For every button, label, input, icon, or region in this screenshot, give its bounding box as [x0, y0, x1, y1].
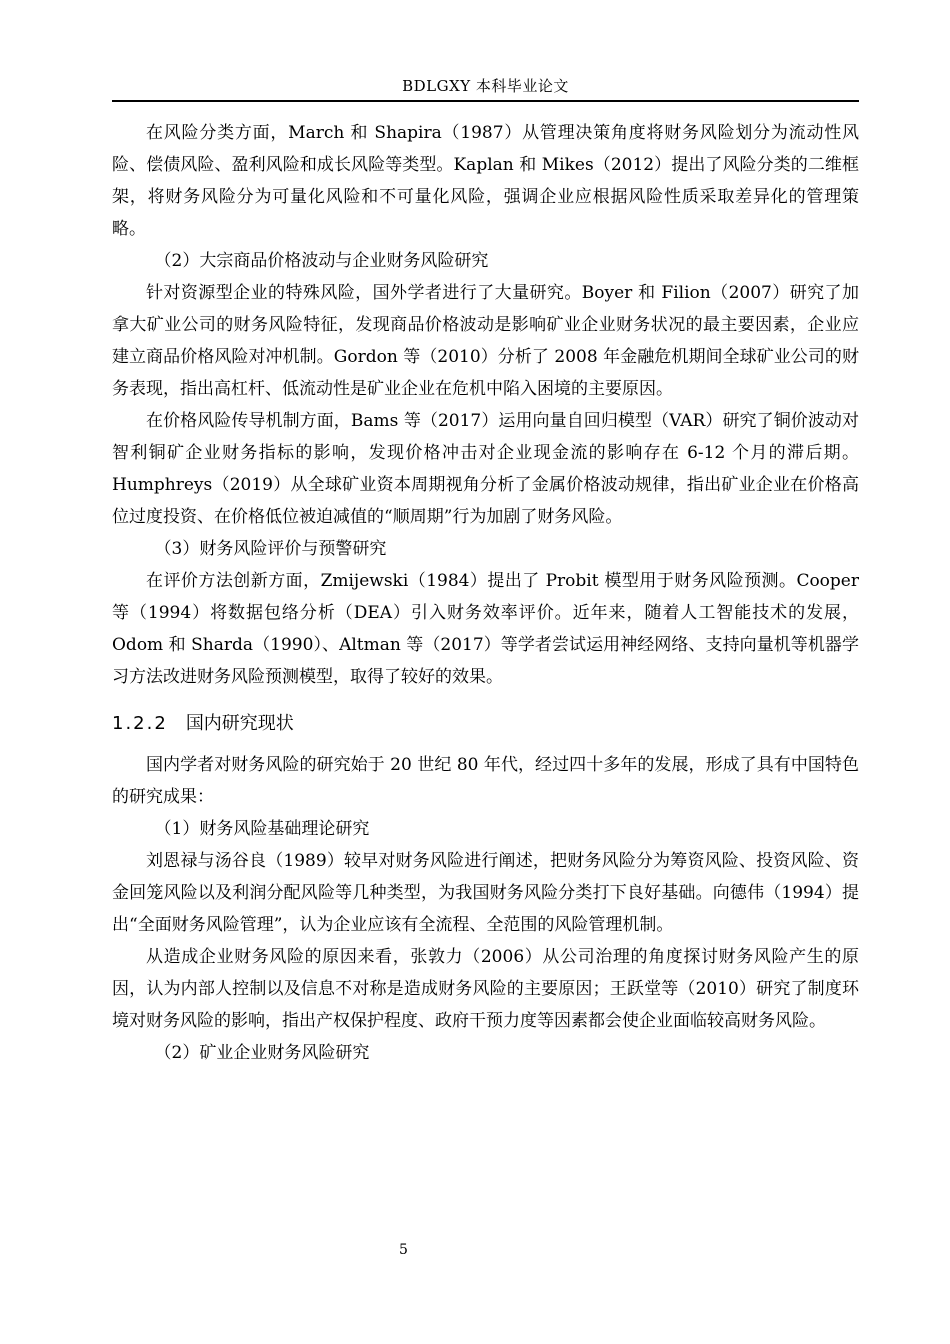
- section-heading: [112, 709, 859, 739]
- running-header: BDLGXY 本科毕业论文: [402, 77, 569, 95]
- paragraph: 从造成企业财务风险的原因来看，张敦力（2006）从公司治理的角度探讨财务风险产生的原因，认为内部人控制以及信息不对称是造成财务风险的主要原因；王跃堂等（2010）研究了制度环境对财务风险的影响，指出产权保护程度、政府干预力度等因素都会使企业面临较高财务风险。: [112, 947, 859, 1031]
- paragraph: 针对资源型企业的特殊风险，国外学者进行了大量研究。Boyer 和 Filion（2007）研究了加拿大矿业公司的财务风险特征，发现商品价格波动是影响矿业企业财务状况的最主要因素，企业应建立商品价格风险对冲机制。Gordon 等（2010）分析了 2008 年金融危机期间全球矿业公司的财务表现，指出高杠杆、低流动性是矿业企业在危机中陷入困境的主要原因。: [112, 283, 859, 399]
- section-title: 国内研究现状: [185, 713, 294, 734]
- paragraph: 在评价方法创新方面，Zmijewski（1984）提出了 Probit 模型用于财务风险预测。Cooper 等（1994）将数据包络分析（DEA）引入财务效率评价。近年来，随着人工智能技术的发展，Odom 和 Sharda（1990）、Altman 等（2017）等学者尝试运用神经网络、支持向量机等机器学习方法改进财务风险预测模型，取得了较好的效果。: [112, 571, 859, 687]
- header-rule: [112, 100, 859, 102]
- paragraph: 国内学者对财务风险的研究始于 20 世纪 80 年代，经过四十多年的发展，形成了具有中国特色的研究成果：: [112, 755, 859, 807]
- section-number: 1.2.2: [112, 713, 168, 734]
- subheading: （1）财务风险基础理论研究: [154, 819, 370, 839]
- subheading: （2）矿业企业财务风险研究: [154, 1043, 370, 1063]
- subheading: （2）大宗商品价格波动与企业财务风险研究: [154, 251, 489, 271]
- paragraph: 在风险分类方面，March 和 Shapira（1987）从管理决策角度将财务风险划分为流动性风险、偿债风险、盈利风险和成长风险等类型。Kaplan 和 Mikes（2012）提出了风险分类的二维框架，将财务风险分为可量化风险和不可量化风险，强调企业应根据风险性质采取差异化的管理策略。: [112, 123, 859, 239]
- page-number: 5: [399, 1242, 408, 1258]
- subheading: （3）财务风险评价与预警研究: [154, 539, 387, 559]
- paragraph: 在价格风险传导机制方面，Bams 等（2017）运用向量自回归模型（VAR）研究了铜价波动对智利铜矿企业财务指标的影响，发现价格冲击对企业现金流的影响存在 6-12 个月的滞后期。Humphreys（2019）从全球矿业资本周期视角分析了金属价格波动规律，指出矿业企业在价格高位过度投资、在价格低位被迫减值的“顺周期”行为加剧了财务风险。: [112, 411, 859, 527]
- paragraph: 刘恩禄与汤谷良（1989）较早对财务风险进行阐述，把财务风险分为筹资风险、投资风险、资金回笼风险以及利润分配风险等几种类型，为我国财务风险分类打下良好基础。向德伟（1994）提出“全面财务风险管理”，认为企业应该有全流程、全范围的风险管理机制。: [112, 851, 859, 935]
- page-body: [112, 117, 859, 1069]
